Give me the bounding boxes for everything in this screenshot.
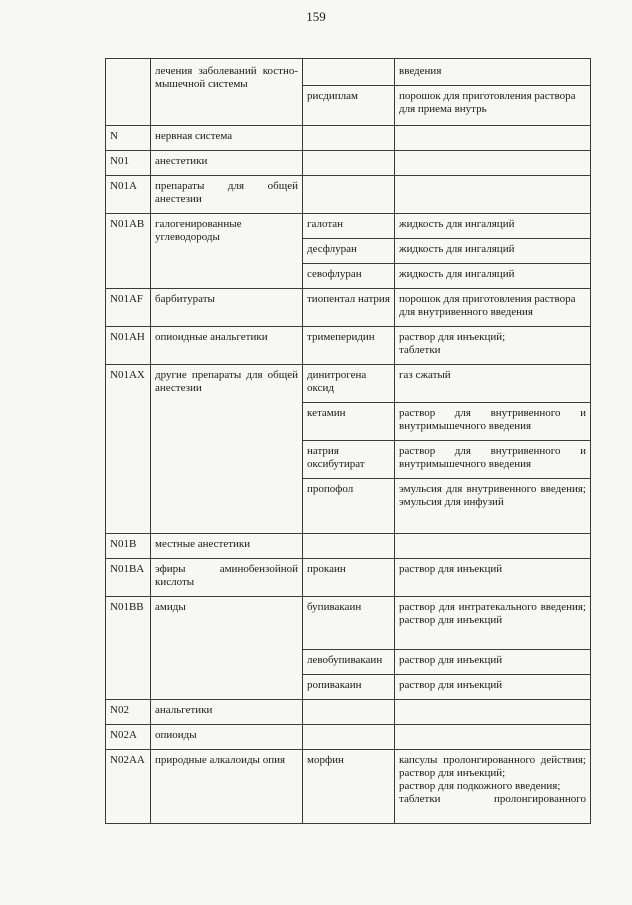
table-row xyxy=(106,534,591,559)
group-name-cell: анальгетики xyxy=(151,700,303,725)
table-row xyxy=(106,59,591,86)
drug-name-cell: тримеперидин xyxy=(303,327,395,365)
dosage-form-cell xyxy=(395,176,591,214)
dosage-form-cell: раствор для инъекций xyxy=(395,650,591,675)
group-name-cell: другие препараты для общей анестезии xyxy=(151,365,303,534)
drug-name-cell xyxy=(303,126,395,151)
drug-name-cell: пропофол xyxy=(303,479,395,534)
dosage-form-line: таблетки пролонгированного xyxy=(399,793,586,805)
dosage-form-line: раствор для инъекций xyxy=(399,614,503,626)
atc-code-cell: N01AH xyxy=(106,327,151,365)
dosage-form-cell xyxy=(395,327,591,365)
dosage-form-line: капсулы пролонгированного действия; xyxy=(399,754,586,766)
dosage-form-line: раствор для интратекального введения; xyxy=(399,601,586,613)
drug-name-cell xyxy=(303,59,395,86)
table-row xyxy=(106,725,591,750)
table-row xyxy=(106,365,591,403)
drug-name-cell xyxy=(303,700,395,725)
dosage-form-line: эмульсия для инфузий xyxy=(399,496,504,508)
drug-name-cell xyxy=(303,176,395,214)
drug-name-cell: тиопентал натрия xyxy=(303,289,395,327)
group-name-cell: барбитураты xyxy=(151,289,303,327)
dosage-form-cell: жидкость для ингаляций xyxy=(395,264,591,289)
group-name-cell: нервная система xyxy=(151,126,303,151)
drug-classification-table xyxy=(105,58,591,824)
group-name-cell: опиоидные анальгетики xyxy=(151,327,303,365)
drug-name-cell: десфлуран xyxy=(303,239,395,264)
drug-name-cell: галотан xyxy=(303,214,395,239)
drug-name-cell: ропивакаин xyxy=(303,675,395,700)
group-name-cell: анестетики xyxy=(151,151,303,176)
atc-code-cell: N02AA xyxy=(106,750,151,824)
dosage-form-cell xyxy=(395,725,591,750)
table-row xyxy=(106,327,591,365)
page-number: 159 xyxy=(306,9,326,24)
dosage-form-cell: жидкость для ингаляций xyxy=(395,239,591,264)
drug-name-cell: рисдиплам xyxy=(303,86,395,126)
dosage-form-cell xyxy=(395,534,591,559)
drug-name-cell: прокаин xyxy=(303,559,395,597)
atc-code-cell: N02 xyxy=(106,700,151,725)
dosage-form-line: раствор для инъекций; xyxy=(399,767,506,779)
dosage-form-cell: раствор для внутривенного и внутримышечного введения xyxy=(395,441,591,479)
dosage-form-cell: раствор для инъекций xyxy=(395,559,591,597)
drug-name-cell xyxy=(303,534,395,559)
group-name-cell: галогенированные углеводороды xyxy=(151,214,303,289)
atc-code-cell xyxy=(106,59,151,126)
group-name-cell: природные алкалоиды опия xyxy=(151,750,303,824)
group-name-cell: амиды xyxy=(151,597,303,700)
atc-code-cell: N01AX xyxy=(106,365,151,534)
dosage-form-line: раствор для подкожного введения; xyxy=(399,780,561,792)
drug-name-cell: левобупивакаин xyxy=(303,650,395,675)
group-name-cell: препараты для общей анестезии xyxy=(151,176,303,214)
table-row xyxy=(106,289,591,327)
drug-name-cell: кетамин xyxy=(303,403,395,441)
table-row xyxy=(106,176,591,214)
dosage-form-line: раствор для инъекций; xyxy=(399,331,506,343)
drug-name-cell xyxy=(303,725,395,750)
dosage-form-cell: порошок для приготовления раствора для внутривенного введения xyxy=(395,289,591,327)
table-row xyxy=(106,126,591,151)
dosage-form-cell: раствор для внутривенного и внутримышечного введения xyxy=(395,403,591,441)
atc-code-cell: N xyxy=(106,126,151,151)
dosage-form-cell: жидкость для ингаляций xyxy=(395,214,591,239)
table-row xyxy=(106,700,591,725)
group-name-cell: местные анестетики xyxy=(151,534,303,559)
group-name-cell: опиоиды xyxy=(151,725,303,750)
dosage-form-cell xyxy=(395,126,591,151)
table-row xyxy=(106,597,591,650)
atc-code-cell: N02A xyxy=(106,725,151,750)
dosage-form-cell xyxy=(395,750,591,824)
dosage-form-cell: газ сжатый xyxy=(395,365,591,403)
dosage-form-cell: порошок для приготовления раствора для приема внутрь xyxy=(395,86,591,126)
atc-code-cell: N01BB xyxy=(106,597,151,700)
dosage-form-cell xyxy=(395,479,591,534)
dosage-form-cell xyxy=(395,597,591,650)
atc-code-cell: N01 xyxy=(106,151,151,176)
atc-code-cell: N01B xyxy=(106,534,151,559)
atc-code-cell: N01BA xyxy=(106,559,151,597)
drug-name-cell xyxy=(303,151,395,176)
dosage-form-line: таблетки xyxy=(399,344,441,356)
drug-name-cell: динитрогена оксид xyxy=(303,365,395,403)
atc-code-cell: N01AB xyxy=(106,214,151,289)
table-row xyxy=(106,750,591,824)
dosage-form-cell xyxy=(395,151,591,176)
table-row xyxy=(106,151,591,176)
atc-code-cell: N01AF xyxy=(106,289,151,327)
atc-code-cell: N01A xyxy=(106,176,151,214)
table-row xyxy=(106,559,591,597)
group-name-cell: лечения заболеваний костно-мышечной системы xyxy=(151,59,303,126)
dosage-form-cell: раствор для инъекций xyxy=(395,675,591,700)
drug-name-cell: морфин xyxy=(303,750,395,824)
table-body xyxy=(106,59,591,824)
drug-name-cell: натрия оксибутират xyxy=(303,441,395,479)
dosage-form-line: эмульсия для внутривенного введения; xyxy=(399,483,586,495)
drug-name-cell: бупивакаин xyxy=(303,597,395,650)
group-name-cell: эфиры аминобензойной кислоты xyxy=(151,559,303,597)
table-row xyxy=(106,214,591,239)
drug-name-cell: севофлуран xyxy=(303,264,395,289)
dosage-form-cell xyxy=(395,700,591,725)
dosage-form-cell: введения xyxy=(395,59,591,86)
